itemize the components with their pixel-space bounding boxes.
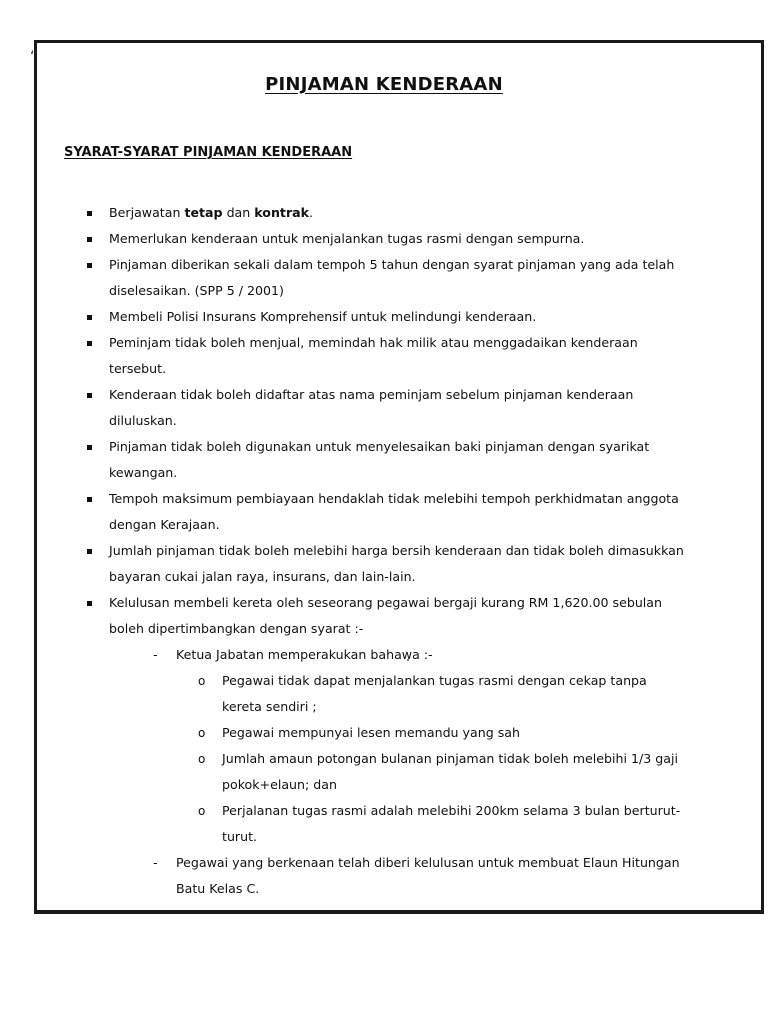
nested-list-item: [0, 798, 768, 850]
square-bullet-icon: [87, 445, 92, 450]
sub-list-item: [0, 850, 768, 902]
circle-marker: o: [198, 752, 206, 766]
item-text-part: dan: [222, 205, 255, 220]
item-text: Kelulusan membeli kereta oleh seseorang pegawai bergaji kurang RM 1,620.00 sebulan boleh dipertimbangkan dengan syarat :-: [109, 595, 662, 636]
page-title: PINJAMAN KENDERAAN: [265, 74, 503, 95]
square-bullet-icon: [87, 211, 92, 216]
list-item: [0, 252, 768, 304]
item-text: [109, 205, 313, 220]
item-text: Jumlah pinjaman tidak boleh melebihi harga bersih kenderaan dan tidak boleh dimasukkan bayaran cukai jalan raya, insurans, dan lain-lain.: [109, 543, 684, 584]
dash-marker: -: [153, 855, 158, 870]
section-heading: SYARAT-SYARAT PINJAMAN KENDERAAN: [64, 145, 353, 160]
sub-item-text: Pegawai yang berkenaan telah diberi kelulusan untuk membuat Elaun Hitungan Batu Kelas C.: [176, 855, 680, 896]
list-item: [0, 538, 768, 590]
sub-item-text: Ketua Jabatan memperakukan bahawa :-: [176, 647, 433, 662]
item-text: Peminjam tidak boleh menjual, memindah hak milik atau menggadaikan kenderaan tersebut.: [109, 335, 638, 376]
item-text: Kenderaan tidak boleh didaftar atas nama peminjam sebelum pinjaman kenderaan diluluskan.: [109, 387, 634, 428]
item-text: Membeli Polisi Insurans Komprehensif untuk melindungi kenderaan.: [109, 309, 537, 324]
nested-item-text: Jumlah amaun potongan bulanan pinjaman tidak boleh melebihi 1/3 gaji pokok+elaun; dan: [222, 751, 678, 792]
nested-list-item: [0, 668, 768, 720]
square-bullet-icon: [87, 315, 92, 320]
list-item: [0, 226, 768, 252]
list-item: [0, 330, 768, 382]
list-item: [0, 590, 768, 642]
scan-mark-icon: “: [30, 49, 38, 65]
list-item: [0, 200, 768, 226]
nested-item-text: Perjalanan tugas rasmi adalah melebihi 200km selama 3 bulan berturut-turut.: [222, 803, 681, 844]
item-text-part: Berjawatan: [109, 205, 185, 220]
item-text-part: .: [309, 205, 314, 220]
square-bullet-icon: [87, 497, 92, 502]
item-text-bold: tetap: [184, 205, 223, 220]
list-item: [0, 382, 768, 434]
list-item: [0, 434, 768, 486]
square-bullet-icon: [87, 341, 92, 346]
nested-item-text: Pegawai mempunyai lesen memandu yang sah: [222, 725, 520, 740]
square-bullet-icon: [87, 549, 92, 554]
conditions-list: [0, 200, 768, 902]
circle-marker: o: [198, 804, 206, 818]
square-bullet-icon: [87, 237, 92, 242]
square-bullet-icon: [87, 601, 92, 606]
item-text: Tempoh maksimum pembiayaan hendaklah tidak melebihi tempoh perkhidmatan anggota dengan Kerajaan.: [109, 491, 679, 532]
nested-item-text: Pegawai tidak dapat menjalankan tugas rasmi dengan cekap tanpa kereta sendiri ;: [222, 673, 647, 714]
circle-marker: o: [198, 726, 206, 740]
item-text: Pinjaman tidak boleh digunakan untuk menyelesaikan baki pinjaman dengan syarikat kewangan.: [109, 439, 650, 480]
square-bullet-icon: [87, 263, 92, 268]
circle-marker: o: [198, 674, 206, 688]
list-item: [0, 486, 768, 538]
item-text-bold: kontrak: [254, 205, 310, 220]
list-item: [0, 304, 768, 330]
square-bullet-icon: [87, 393, 92, 398]
nested-list-item: [0, 720, 768, 746]
item-text: Pinjaman diberikan sekali dalam tempoh 5 tahun dengan syarat pinjaman yang ada telah diselesaikan. (SPP 5 / 2001): [109, 257, 675, 298]
item-text: Memerlukan kenderaan untuk menjalankan tugas rasmi dengan sempurna.: [109, 231, 585, 246]
nested-list-item: [0, 746, 768, 798]
sub-list-item: [0, 642, 768, 668]
dash-marker: -: [153, 647, 158, 662]
